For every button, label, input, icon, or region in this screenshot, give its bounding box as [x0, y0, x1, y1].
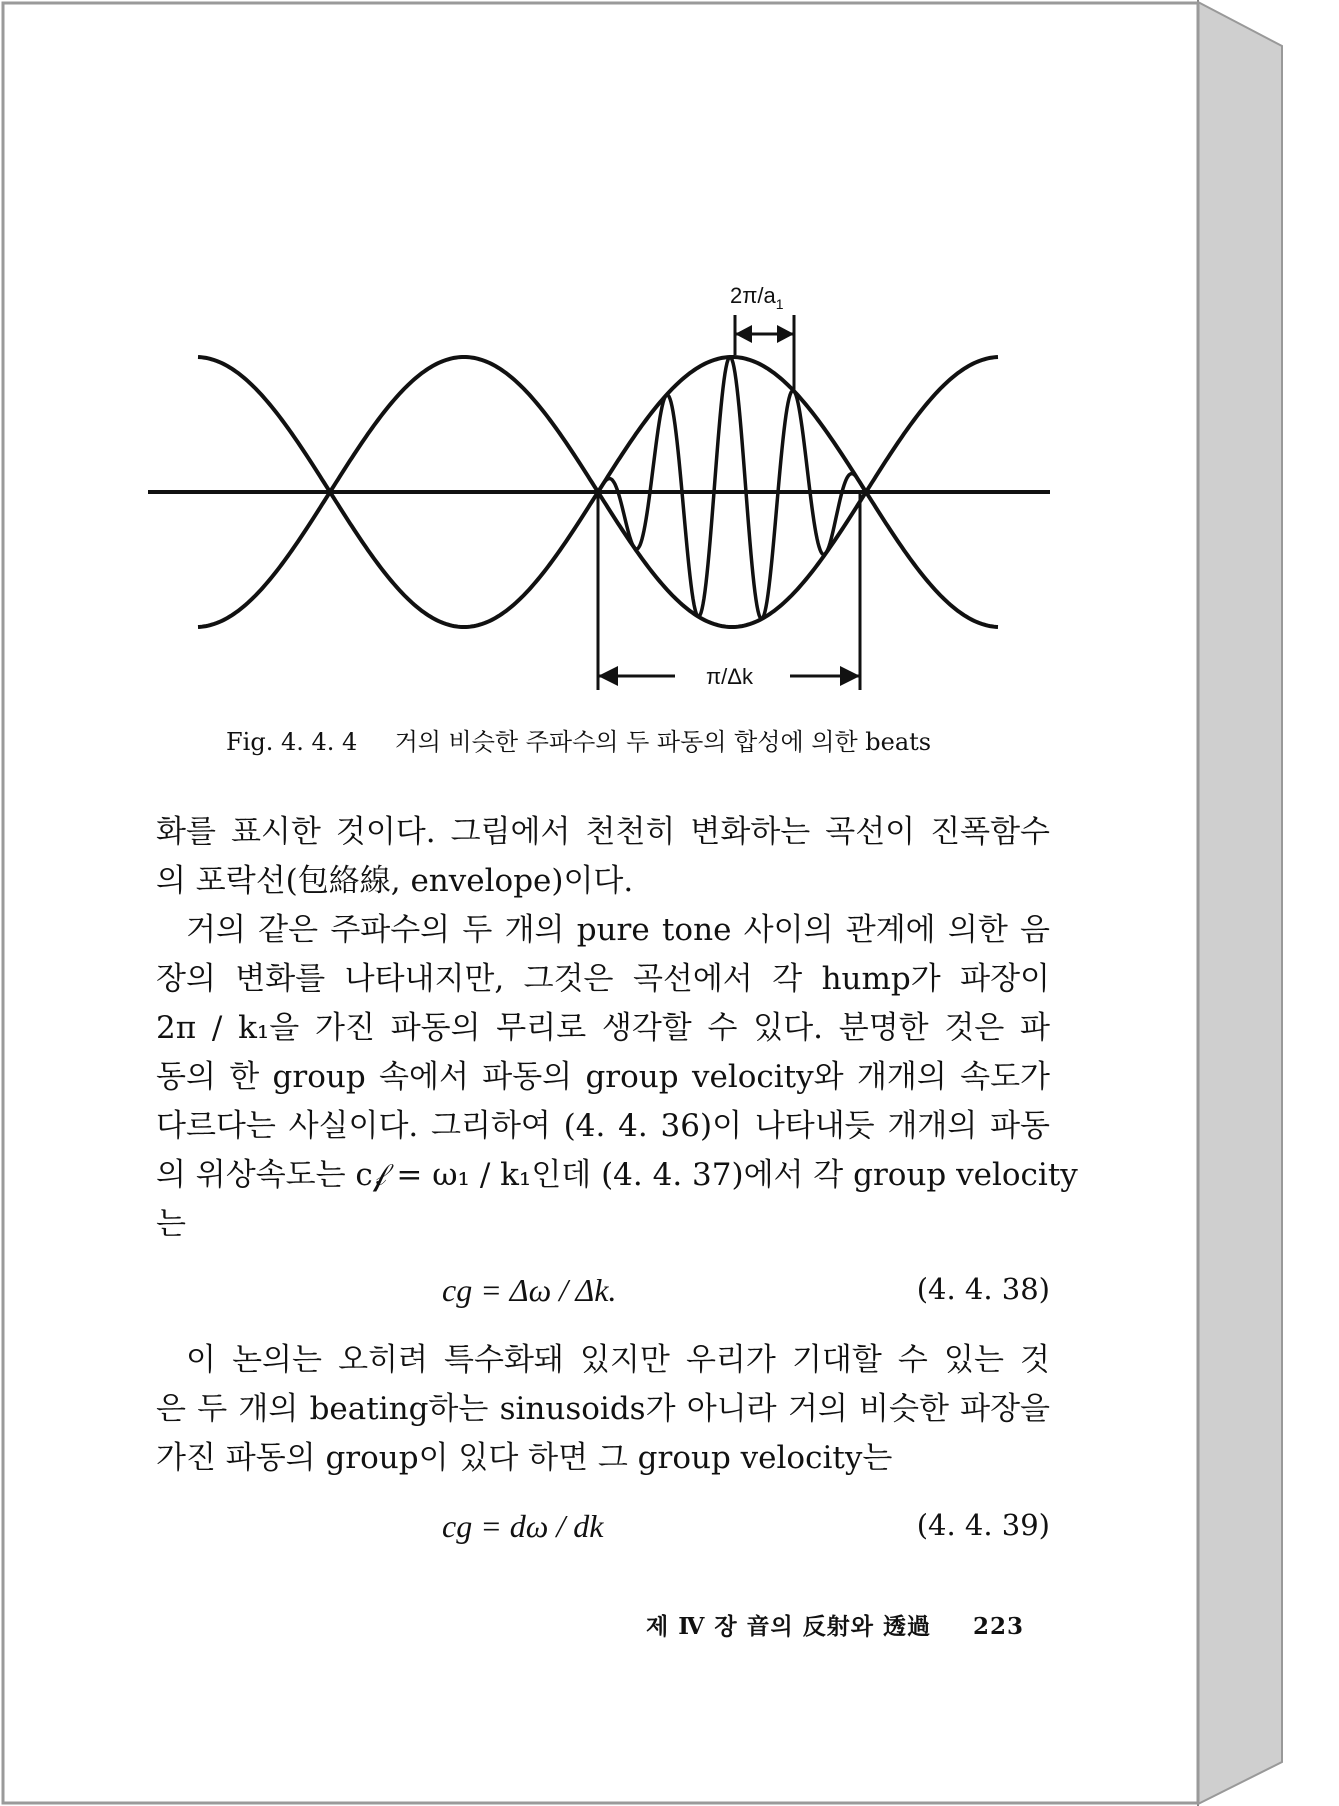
- arrowhead: [598, 666, 618, 686]
- carrier-wave: [598, 357, 866, 619]
- caption-text: 거의 비슷한 주파수의 두 파동의 합성에 의한 beats: [394, 728, 932, 756]
- equation-number: (4. 4. 39): [916, 1508, 1050, 1542]
- arrowhead: [777, 325, 794, 343]
- text-line: 이 논의는 오히려 특수화돼 있지만 우리가 기대할 수 있는 것: [186, 1342, 1050, 1378]
- text-line: 다르다는 사실이다. 그리하여 (4. 4. 36)이 나타내듯 개개의 파동: [156, 1108, 1050, 1144]
- arrowhead: [735, 325, 752, 343]
- chapter-title: 제 Ⅳ 장 音의 反射와 透過: [646, 1613, 932, 1640]
- paragraph-1: [156, 808, 1050, 906]
- label-bottom: π/Δk: [706, 664, 753, 689]
- equation-4-4-38: [156, 1272, 1050, 1322]
- text-line: 장의 변화를 나타내지만, 그것은 곡선에서 각 hump가 파장이: [156, 961, 1050, 997]
- arrowhead: [840, 666, 860, 686]
- paragraph-3: [156, 1336, 1050, 1483]
- page-number: 223: [973, 1613, 1025, 1640]
- text-line: 는: [156, 1206, 186, 1242]
- text-line: 가진 파동의 group이 있다 하면 그 group velocity는: [156, 1440, 893, 1476]
- text-line: 의 포락선(包絡線, envelope)이다.: [156, 863, 634, 899]
- equation-4-4-39: [156, 1508, 1050, 1558]
- figure-caption: [226, 722, 986, 757]
- text-line: 은 두 개의 beating하는 sinusoids가 아니라 거의 비슷한 파장을: [156, 1391, 1050, 1427]
- caption-number: Fig. 4. 4. 4: [226, 728, 358, 756]
- equation-expression: cg = Δω / Δk.: [442, 1272, 617, 1308]
- equation-number: (4. 4. 38): [916, 1272, 1050, 1306]
- text-line: 화를 표시한 것이다. 그림에서 천천히 변화하는 곡선이 진폭함수: [156, 814, 1050, 850]
- text-line: 거의 같은 주파수의 두 개의 pure tone 사이의 관계에 의한 음: [186, 912, 1050, 948]
- label-top: $2\pi/a_1$: [730, 283, 784, 312]
- paragraph-2: [156, 906, 1078, 1249]
- text-line: 2π / k₁을 가진 파동의 무리로 생각할 수 있다. 분명한 것은 파: [156, 1010, 1050, 1046]
- equation-expression: cg = dω / dk: [442, 1508, 604, 1544]
- text-line: 동의 한 group 속에서 파동의 group velocity와 개개의 속도가: [156, 1059, 1050, 1095]
- running-footer: [646, 1608, 1024, 1641]
- text-line: 의 위상속도는 c𝒻 = ω₁ / k₁인데 (4. 4. 37)에서 각 group velocity: [156, 1157, 1078, 1193]
